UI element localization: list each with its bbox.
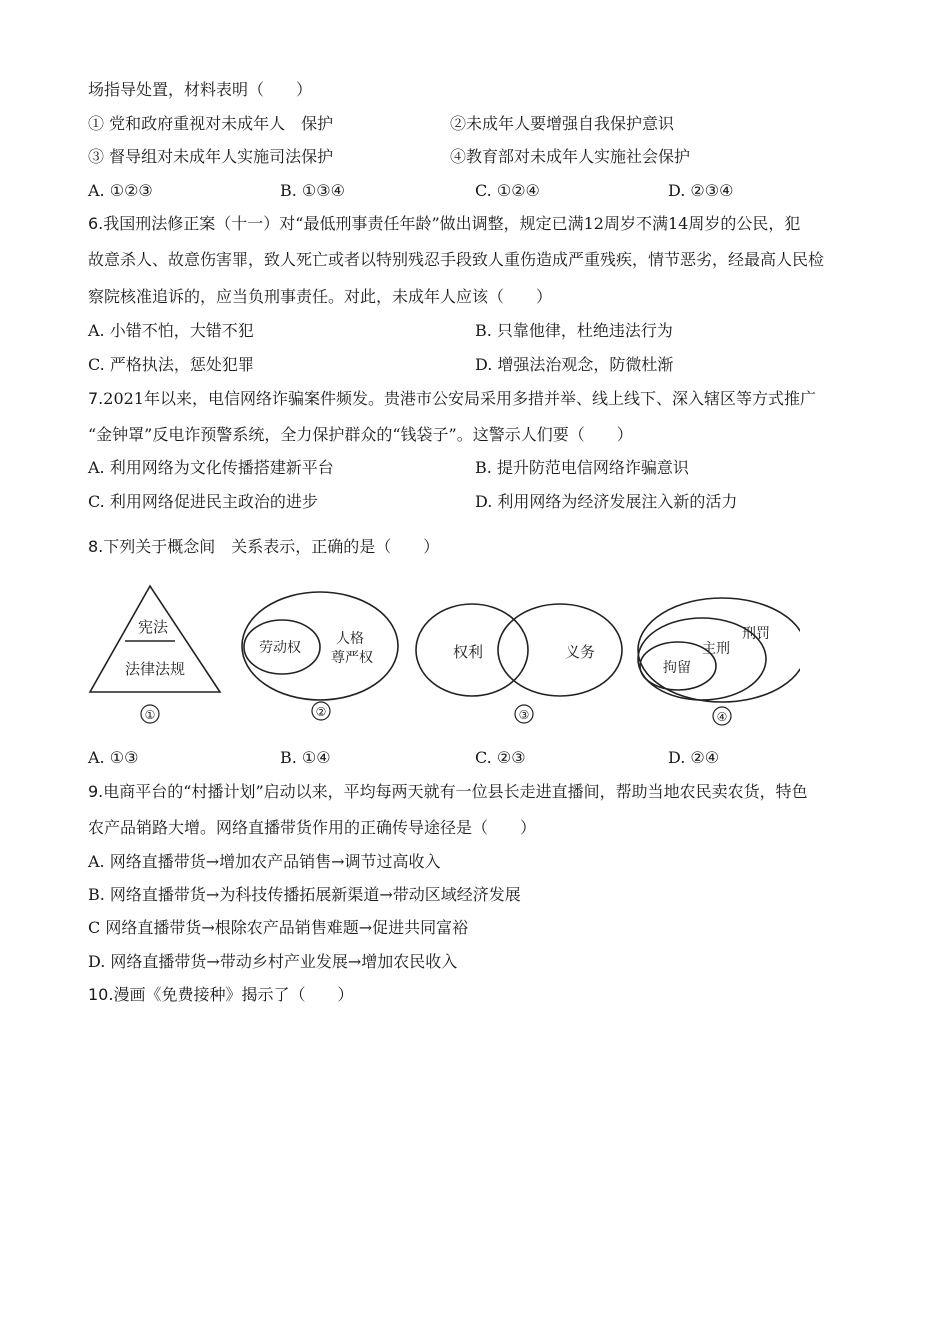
q5-option-a: A. ①②③	[88, 181, 153, 200]
q5-option-c: C. ①②④	[475, 181, 540, 200]
q8-diagrams	[80, 580, 800, 730]
q5-item-3: ③ 督导组对未成年人实施司法保护	[88, 147, 334, 166]
q6-option-c: C. 严格执法，惩处犯罪	[88, 355, 254, 374]
q7-option-c: C. 利用网络促进民主政治的进步	[88, 492, 318, 511]
q7-option-b: B. 提升防范电信网络诈骗意识	[475, 458, 689, 477]
q5-item-2: ②未成年人要增强自我保护意识	[450, 114, 675, 133]
q7-line-1: 7.2021年以来，电信网络诈骗案件频发。贵港市公安局采用多措并举、线上线下、深入辖区等方式推广	[88, 389, 816, 408]
diagram-2-outer-line1: 人格	[336, 631, 364, 647]
q6-option-b: B. 只靠他律，杜绝违法行为	[475, 321, 673, 340]
q9-option-c: C 网络直播带货→根除农产品销售难题→促进共同富裕	[88, 918, 469, 937]
q9-option-a: A. 网络直播带货→增加农产品销售→调节过高收入	[88, 852, 441, 871]
q5-item-1: ① 党和政府重视对未成年人 保护	[88, 114, 334, 133]
q8-option-a: A. ①③	[88, 748, 139, 767]
q8-option-b: B. ①④	[280, 748, 331, 767]
q6-line-2: 故意杀人、故意伤害罪，致人死亡或者以特别残忍手段致人重伤造成严重残疾，情节恶劣，经最高人民检	[88, 250, 825, 269]
diagram-1-label: ①	[144, 708, 156, 722]
q7-option-d: D. 利用网络为经济发展注入新的活力	[475, 492, 738, 511]
q9-line-2: 农产品销路大增。网络直播带货作用的正确传导途径是（ ）	[88, 818, 537, 837]
q6-option-a: A. 小错不怕，大错不犯	[88, 321, 254, 340]
q8-number: 8.	[88, 537, 104, 556]
q6-number: 6.	[88, 214, 104, 233]
q7-line-2: “金钟罩”反电诈预警系统，全力保护群众的“钱袋子”。这警示人们要（ ）	[88, 425, 633, 444]
q8-option-d: D. ②④	[668, 748, 720, 767]
q7-option-a: A. 利用网络为文化传播搭建新平台	[88, 458, 334, 477]
q8-stem: 8.下列关于概念间 关系表示，正确的是（ ）	[88, 537, 440, 556]
q6-line-3: 察院核准追诉的，应当负刑事责任。对此，未成年人应该（ ）	[88, 287, 553, 306]
q9-option-d: D. 网络直播带货→带动乡村产业发展→增加农民收入	[88, 952, 458, 971]
q9-option-b: B. 网络直播带货→为科技传播拓展新渠道→带动区域经济发展	[88, 885, 521, 904]
q10-stem: 10.漫画《免费接种》揭示了（ ）	[88, 985, 354, 1004]
q5-option-b: B. ①③④	[280, 181, 345, 200]
q6-option-d: D. 增强法治观念，防微杜渐	[475, 355, 674, 374]
q8-option-c: C. ②③	[475, 748, 526, 767]
q5-item-4: ④教育部对未成年人实施社会保护	[450, 147, 691, 166]
q9-number: 9.	[88, 782, 104, 801]
diagram-2-label: ②	[315, 705, 327, 719]
q5-stem-tail: 场指导处置，材料表明（ ）	[88, 80, 313, 99]
diagram-4-inner: 拘留	[663, 660, 691, 676]
q5-option-d: D. ②③④	[668, 181, 734, 200]
diagram-1-bottom: 法律法规	[124, 660, 186, 678]
q10-number: 10.	[88, 985, 114, 1004]
q9-line-1: 9.电商平台的“村播计划”启动以来，平均每两天就有一位县长走进直播间，帮助当地农民卖农货，特色	[88, 782, 808, 801]
diagram-4-outer: 刑罚	[742, 626, 770, 642]
diagram-4-middle: 主刑	[702, 641, 730, 657]
diagram-3-label: ③	[518, 708, 530, 722]
diagram-2-outer-line2: 尊严权	[331, 650, 373, 666]
diagram-3-left: 权利	[452, 643, 484, 661]
diagram-4-label: ④	[716, 710, 728, 724]
diagram-2-inner: 劳动权	[259, 640, 301, 656]
diagram-1-top: 宪法	[137, 618, 169, 636]
q6-line-1: 6.我国刑法修正案（十一）对“最低刑事责任年龄”做出调整，规定已满12周岁不满14周岁的公民，犯	[88, 214, 801, 233]
diagram-3-right: 义务	[564, 643, 596, 661]
q7-number: 7.	[88, 389, 104, 408]
